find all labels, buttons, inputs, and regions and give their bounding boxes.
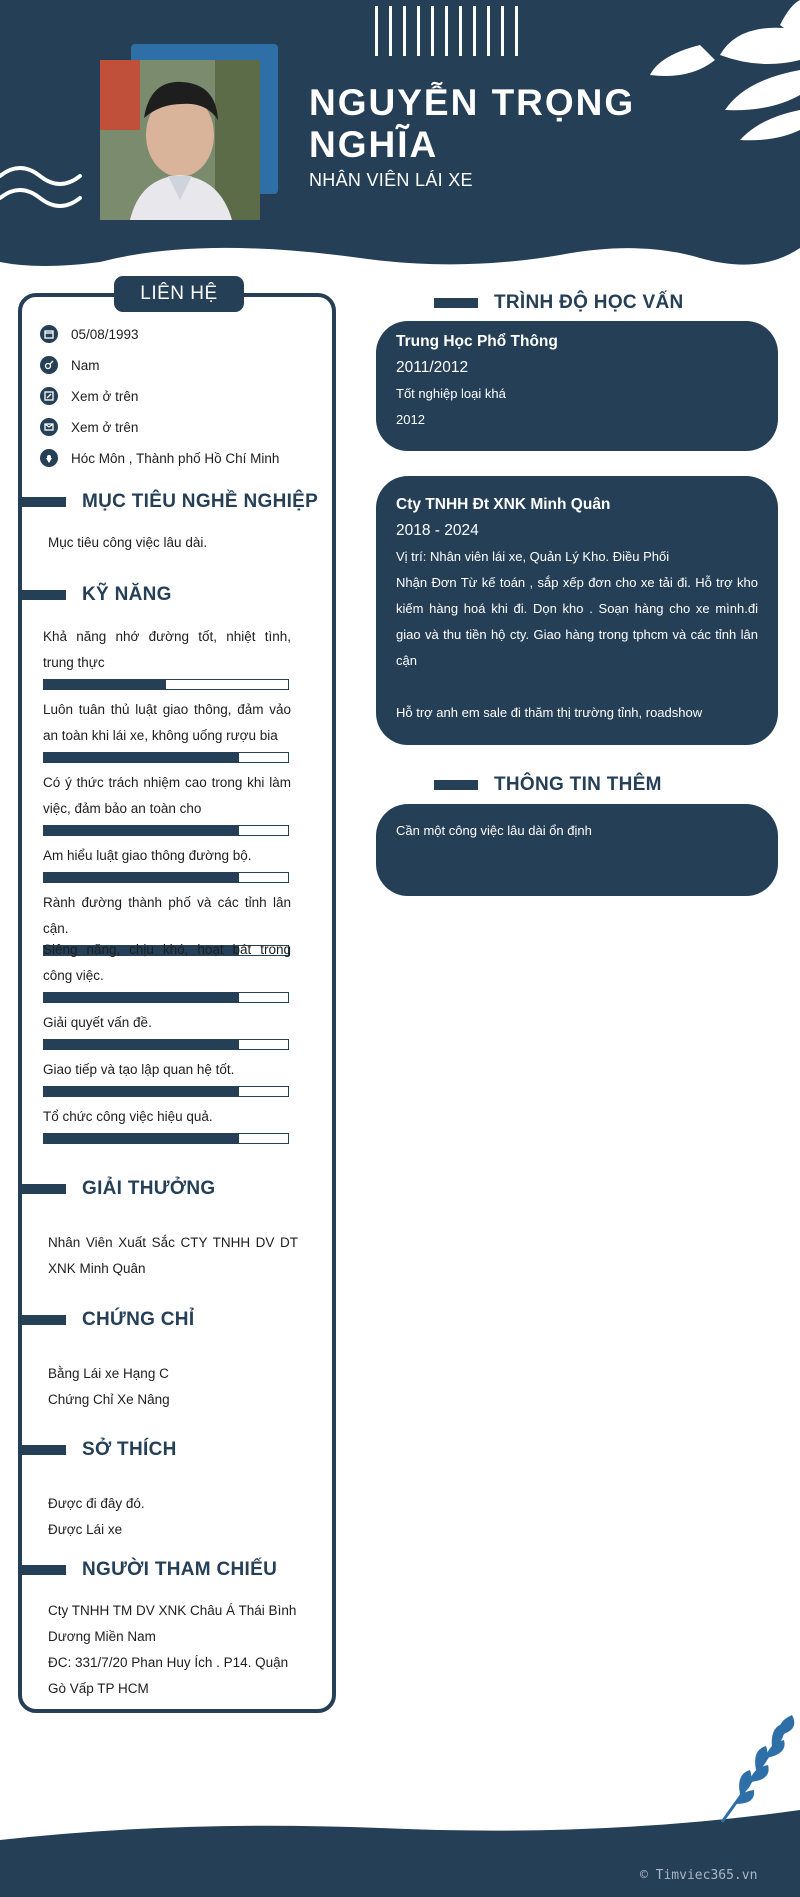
skill-item [43,624,291,690]
contact-text: Xem ở trên [71,419,139,435]
leaf-branch-icon [722,1715,794,1822]
profile-photo [100,60,260,220]
additional-card [376,804,778,896]
skill-bar-fill [44,826,239,835]
skill-bar-fill [44,873,239,882]
skill-label: Rành đường thành phố và các tỉnh lân cận. [43,895,291,936]
education-school: Trung Học Phổ Thông [396,333,558,350]
skill-bar [43,992,289,1003]
contact-email [40,417,138,437]
skill-label: Giải quyết vấn đề. [43,1015,152,1030]
skill-bar-fill [44,1087,239,1096]
job-title: NHÂN VIÊN LÁI XE [309,170,473,190]
skill-bar [43,1133,289,1144]
reference-address: ĐC: 331/7/20 Phan Huy Ích . P14. Quận Gò Vấp TP HCM [48,1655,289,1696]
email-icon [40,418,58,436]
experience-extra: Hỗ trợ anh em sale đi thăm thị trường tỉnh, roadshow [396,705,703,720]
education-period: 2011/2012 [396,359,469,376]
certificate-item: Bằng Lái xe Hạng C [48,1366,169,1381]
contact-birthday [40,324,139,344]
reference-company: Cty TNHH TM DV XNK Châu Á Thái Bình Dương Miền Nam [48,1603,297,1644]
skill-bar [43,752,289,763]
skill-label: Có ý thức trách nhiệm cao trong khi làm việc, đảm bảo an toàn cho [43,775,291,816]
contact-gender [40,355,100,375]
experience-period: 2018 - 2024 [396,522,479,539]
hobby-item: Được Lái xe [48,1522,123,1537]
contact-text: 05/08/1993 [71,326,139,342]
skills-heading: KỸ NĂNG [22,584,172,606]
awards-text: Nhân Viên Xuất Sắc CTY TNHH DV DT XNK Minh Quân [48,1235,298,1276]
hobbies-heading: SỞ THÍCH [22,1439,177,1461]
references-heading: NGƯỜI THAM CHIẾU [22,1559,277,1581]
skill-item [43,843,291,883]
skill-bar-fill [44,680,166,689]
contact-text: Xem ở trên [71,388,139,404]
skill-label: Luôn tuân thủ luật giao thông, đảm vảo an toàn khi lái xe, không uống rượu bia [43,702,291,743]
phone-icon [40,387,58,405]
candidate-name: NGUYỄN TRỌNG NGHĨA [309,82,636,165]
awards-heading: GIẢI THƯỞNG [22,1178,215,1200]
certificates-heading: CHỨNG CHỈ [22,1309,194,1331]
skill-bar [43,872,289,883]
skill-label: Giao tiếp và tạo lập quan hệ tốt. [43,1062,235,1077]
additional-heading: THÔNG TIN THÊM [434,774,662,796]
skill-label: Khả năng nhớ đường tốt, nhiệt tình, trung thực [43,629,291,670]
experience-card [376,476,778,745]
skill-label: Siêng năng, chịu khó, hoạt bát trong công việc. [43,942,291,983]
footer-watermark: © Timviec365.vn [640,1868,758,1883]
objective-text: Mục tiêu công việc lâu dài. [48,535,208,550]
skill-bar-fill [44,1134,239,1143]
education-heading: TRÌNH ĐỘ HỌC VẤN [434,292,684,314]
skill-bar [43,679,289,690]
contact-text: Nam [71,357,100,373]
hobby-item: Được đi đây đó. [48,1496,145,1511]
skill-bar [43,1039,289,1050]
education-detail: Tốt nghiệp loại khá [396,386,506,401]
certificate-item: Chứng Chỉ Xe Nâng [48,1392,170,1407]
skill-bar-fill [44,993,239,1002]
location-icon [40,449,58,467]
education-year: 2012 [396,412,425,427]
skill-item [43,1057,291,1097]
additional-text: Cần một công việc lâu dài ổn định [396,823,592,838]
skill-bar [43,825,289,836]
skill-label: Tổ chức công việc hiệu quả. [43,1109,213,1124]
skill-item [43,937,291,1003]
header-banner [0,0,800,270]
contact-heading: LIÊN HỆ [114,276,244,312]
education-card [376,321,778,451]
skill-item [43,1010,291,1050]
skill-bar-fill [44,753,239,762]
experience-position: Vị trí: Nhân viên lái xe, Quản Lý Kho. Điều Phối [396,549,670,564]
experience-description: Nhận Đơn Từ kế toán , sắp xếp đơn cho xe tải đi. Hỗ trợ kho kiếm hàng hoá khi đi. Dọn kho . Soạn hàng cho xe mình.đi giao và thu tiền hộ cty. Giao hàng trong tphcm và các tỉnh lân cận [396,575,758,668]
skill-item [43,1104,291,1144]
skill-item [43,770,291,836]
calendar-icon [40,325,58,343]
skill-label: Am hiểu luật giao thông đường bộ. [43,848,252,863]
skill-bar-fill [44,1040,239,1049]
contact-text: Hóc Môn , Thành phố Hồ Chí Minh [71,450,280,466]
objective-heading: MỤC TIÊU NGHỀ NGHIỆP [22,491,318,513]
skill-bar [43,1086,289,1097]
contact-address [40,448,279,468]
contact-phone [40,386,138,406]
experience-company: Cty TNHH Đt XNK Minh Quân [396,496,611,513]
skill-item [43,697,291,763]
gender-icon [40,356,58,374]
